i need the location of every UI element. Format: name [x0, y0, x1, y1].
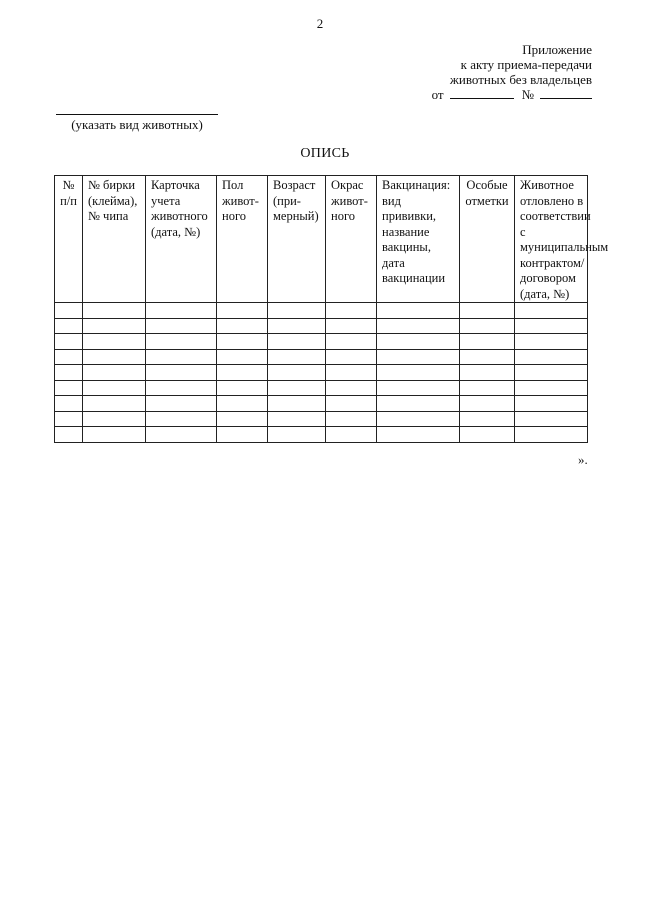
- table-cell[interactable]: [268, 365, 326, 381]
- table-cell[interactable]: [268, 303, 326, 319]
- table-cell[interactable]: [217, 334, 268, 350]
- table-cell[interactable]: [460, 334, 515, 350]
- document-title: ОПИСЬ: [300, 146, 350, 161]
- table-cell[interactable]: [515, 396, 588, 412]
- table-cell[interactable]: [460, 318, 515, 334]
- table-cell[interactable]: [146, 318, 217, 334]
- table-cell[interactable]: [83, 334, 146, 350]
- table-cell[interactable]: [217, 396, 268, 412]
- table-row: [55, 427, 588, 443]
- table-cell[interactable]: [217, 349, 268, 365]
- table-cell[interactable]: [515, 318, 588, 334]
- table-cell[interactable]: [460, 427, 515, 443]
- table-cell[interactable]: [146, 380, 217, 396]
- closing-quote: ».: [578, 452, 588, 467]
- table-row: [55, 303, 588, 319]
- table-cell[interactable]: [326, 427, 377, 443]
- table-cell[interactable]: [326, 396, 377, 412]
- table-cell[interactable]: [55, 396, 83, 412]
- table-cell[interactable]: [83, 303, 146, 319]
- table-cell[interactable]: [146, 349, 217, 365]
- table-cell[interactable]: [146, 427, 217, 443]
- table-cell[interactable]: [515, 427, 588, 443]
- table-cell[interactable]: [515, 380, 588, 396]
- table-cell[interactable]: [326, 334, 377, 350]
- column-header-capture-contract: Животное отловлено в соответствии с муниципальным контрактом/ договором (дата, №): [515, 176, 588, 303]
- number-label: №: [521, 87, 534, 102]
- table-cell[interactable]: [326, 411, 377, 427]
- table-cell[interactable]: [377, 396, 460, 412]
- animal-kind-blank-line[interactable]: [56, 114, 218, 115]
- table-cell[interactable]: [83, 380, 146, 396]
- table-cell[interactable]: [377, 334, 460, 350]
- page-number: 2: [316, 16, 324, 31]
- table-body: [55, 303, 588, 443]
- table-cell[interactable]: [268, 396, 326, 412]
- table-row: [55, 365, 588, 381]
- table-cell[interactable]: [217, 303, 268, 319]
- table-cell[interactable]: [83, 349, 146, 365]
- table-cell[interactable]: [326, 365, 377, 381]
- table-cell[interactable]: [515, 365, 588, 381]
- column-header-age: Возраст (при- мерный): [268, 176, 326, 303]
- table-cell[interactable]: [268, 349, 326, 365]
- table-cell[interactable]: [326, 303, 377, 319]
- column-header-vaccination: Вакцинация: вид прививки, название вакцины, дата вакцинации: [377, 176, 460, 303]
- table-cell[interactable]: [55, 427, 83, 443]
- table-cell[interactable]: [83, 318, 146, 334]
- table-cell[interactable]: [217, 365, 268, 381]
- table-cell[interactable]: [377, 349, 460, 365]
- table-cell[interactable]: [55, 380, 83, 396]
- column-header-color: Окрас живот- ного: [326, 176, 377, 303]
- table-cell[interactable]: [217, 427, 268, 443]
- table-cell[interactable]: [217, 380, 268, 396]
- table-row: [55, 334, 588, 350]
- table-cell[interactable]: [515, 411, 588, 427]
- inventory-table: [54, 175, 609, 443]
- table-cell[interactable]: [55, 365, 83, 381]
- column-header-number: № п/п: [55, 176, 83, 303]
- table-cell[interactable]: [55, 303, 83, 319]
- table-cell[interactable]: [217, 411, 268, 427]
- table-cell[interactable]: [460, 303, 515, 319]
- table-cell[interactable]: [83, 411, 146, 427]
- column-header-tag-chip: № бирки (клейма), № чипа: [83, 176, 146, 303]
- table-cell[interactable]: [377, 303, 460, 319]
- table-cell[interactable]: [326, 349, 377, 365]
- table-cell[interactable]: [268, 411, 326, 427]
- table-row: [55, 349, 588, 365]
- column-header-sex: Пол живот- ного: [217, 176, 268, 303]
- table-cell[interactable]: [268, 334, 326, 350]
- column-header-special-notes: Особые отметки: [460, 176, 515, 303]
- table-cell[interactable]: [515, 334, 588, 350]
- table-cell[interactable]: [268, 318, 326, 334]
- table-cell[interactable]: [326, 380, 377, 396]
- appendix-act-line: к акту приема-передачи: [460, 57, 592, 72]
- table-cell[interactable]: [268, 380, 326, 396]
- table-cell[interactable]: [146, 334, 217, 350]
- table-cell[interactable]: [460, 349, 515, 365]
- table-cell[interactable]: [146, 365, 217, 381]
- animal-kind-field: [56, 114, 218, 132]
- table-cell[interactable]: [377, 411, 460, 427]
- table-cell[interactable]: [460, 380, 515, 396]
- table-cell[interactable]: [326, 318, 377, 334]
- table-cell[interactable]: [377, 380, 460, 396]
- table-row: [55, 396, 588, 412]
- from-label: от: [431, 87, 444, 102]
- table-cell[interactable]: [55, 411, 83, 427]
- table-cell[interactable]: [146, 303, 217, 319]
- table-cell[interactable]: [460, 411, 515, 427]
- table-row: [55, 380, 588, 396]
- appendix-date-number-line: [432, 87, 592, 102]
- animal-kind-hint: (указать вид животных): [71, 117, 203, 132]
- table-cell[interactable]: [55, 349, 83, 365]
- table-cell[interactable]: [55, 318, 83, 334]
- table-cell[interactable]: [268, 427, 326, 443]
- table-row: [55, 411, 588, 427]
- column-header-registration-card: Карточка учета животного (дата, №): [146, 176, 217, 303]
- table-cell[interactable]: [377, 318, 460, 334]
- table-cell[interactable]: [460, 396, 515, 412]
- table-cell[interactable]: [55, 334, 83, 350]
- table-cell[interactable]: [515, 303, 588, 319]
- table-header-row: [55, 176, 588, 303]
- table-cell[interactable]: [377, 365, 460, 381]
- number-blank-line[interactable]: [540, 87, 592, 99]
- table-cell[interactable]: [83, 427, 146, 443]
- appendix-title: Приложение: [522, 42, 592, 57]
- appendix-animals-line: животных без владельцев: [449, 72, 592, 87]
- table-cell[interactable]: [146, 411, 217, 427]
- table-cell[interactable]: [515, 349, 588, 365]
- table-cell[interactable]: [460, 365, 515, 381]
- table-cell[interactable]: [83, 365, 146, 381]
- appendix-header: [432, 42, 592, 102]
- table-cell[interactable]: [377, 427, 460, 443]
- table-cell[interactable]: [83, 396, 146, 412]
- date-blank-line[interactable]: [450, 87, 514, 99]
- table-row: [55, 318, 588, 334]
- table-cell[interactable]: [146, 396, 217, 412]
- table-cell[interactable]: [217, 318, 268, 334]
